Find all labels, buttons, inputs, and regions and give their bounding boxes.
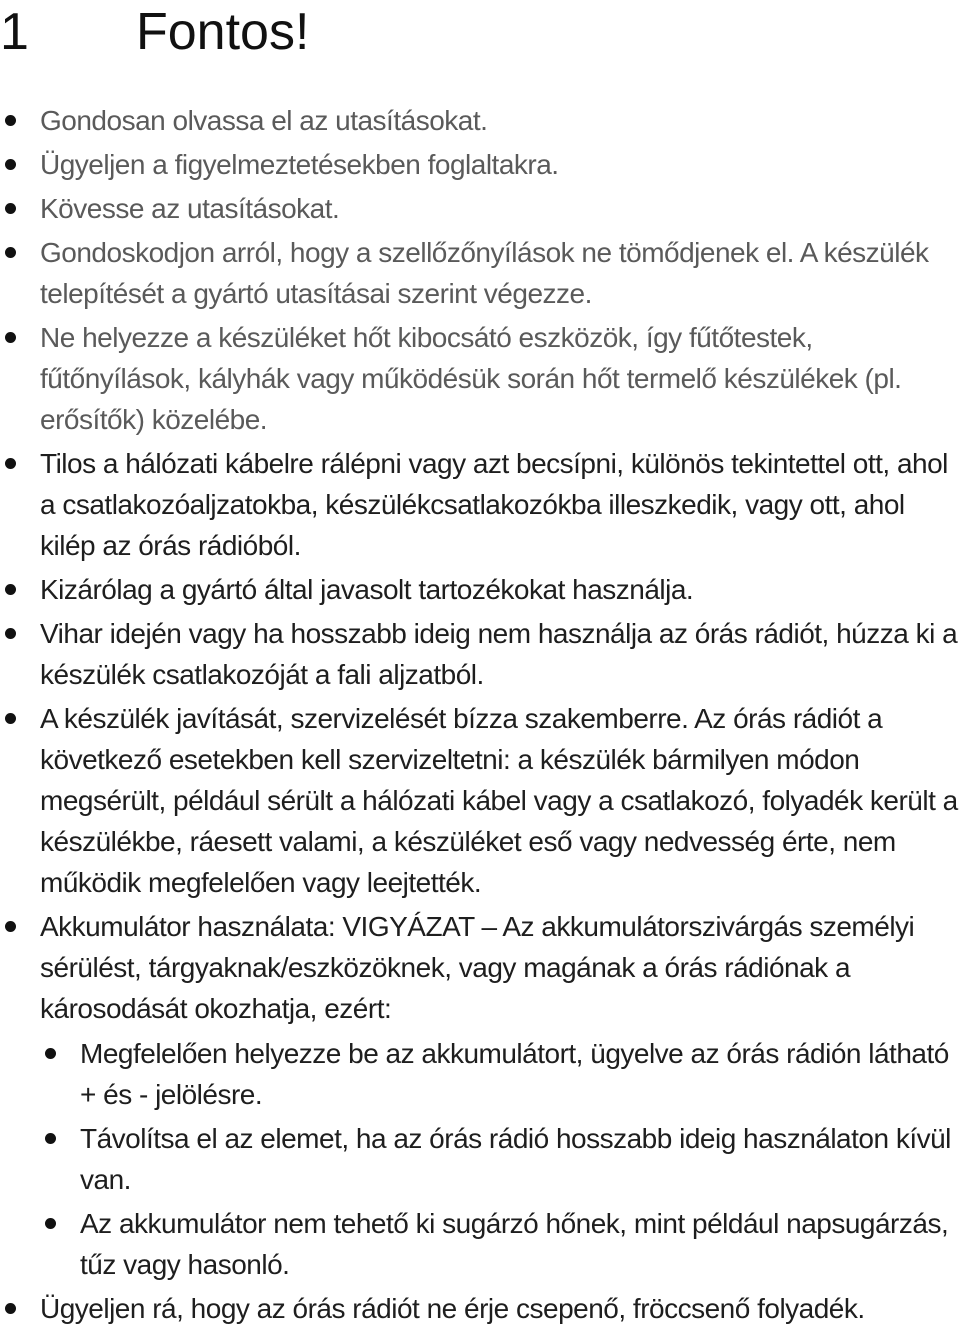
list-item <box>0 317 960 440</box>
battery-sublist <box>40 1033 960 1285</box>
list-item-text: Gondosan olvassa el az utasításokat. <box>40 105 488 136</box>
bullet-icon <box>5 458 16 469</box>
sub-list-item-text: Távolítsa el az elemet, ha az órás rádió hosszabb ideig használaton kívül van. <box>80 1123 951 1195</box>
safety-list <box>0 100 960 1332</box>
list-item-text: Kizárólag a gyártó által javasolt tartozékokat használja. <box>40 574 694 605</box>
sub-list-item-text: Megfelelően helyezze be az akkumulátort, ügyelve az órás rádión látható + és - jelölésre. <box>80 1038 949 1110</box>
list-item-text: Vihar idején vagy ha hosszabb ideig nem használja az órás rádiót, húzza ki a készülék csatlakozóját a fali aljzatból. <box>40 618 958 690</box>
chapter-header <box>0 0 960 70</box>
list-item-text: Ne helyezze a készüléket hőt kibocsátó eszközök, így fűtőtestek, fűtőnyílások, kályhák vagy működésük során hőt termelő készülékek (pl. erősítők) közelébe. <box>40 322 902 435</box>
sub-list-item <box>40 1203 960 1285</box>
list-item <box>0 613 960 695</box>
list-item <box>0 232 960 314</box>
bullet-icon <box>45 1048 56 1059</box>
bullet-icon <box>45 1218 56 1229</box>
list-item <box>0 443 960 566</box>
list-item-text: Tilos a hálózati kábelre rálépni vagy azt becsípni, különös tekintettel ott, ahol a csatlakozóaljzatokba, készülékcsatlakozókba illeszkedik, vagy ott, ahol kilép az órás rádióból. <box>40 448 948 561</box>
bullet-icon <box>45 1133 56 1144</box>
list-item <box>0 569 960 610</box>
sub-list-item-text: Az akkumulátor nem tehető ki sugárzó hőnek, mint például napsugárzás, tűz vagy hasonló. <box>80 1208 949 1280</box>
list-item <box>0 1288 960 1329</box>
sub-list-item <box>40 1033 960 1115</box>
list-item-text: Kövesse az utasításokat. <box>40 193 340 224</box>
bullet-icon <box>5 247 16 258</box>
bullet-icon <box>5 115 16 126</box>
list-item-text: Ügyeljen a figyelmeztetésekben foglaltakra. <box>40 149 559 180</box>
list-item <box>0 698 960 903</box>
list-item <box>0 100 960 141</box>
list-item-text: A készülék javítását, szervizelését bízza szakemberre. Az órás rádiót a következő esetekben kell szervizeltetni: a készülék bármilyen módon megsérült, például sérült a hálózati kábel vagy a csatlakozó, folyadék került a készülékbe, ráesett valami, a készüléket eső vagy nedvesség érte, nem működik megfelelően vagy leejtették. <box>40 703 958 898</box>
bullet-icon <box>5 332 16 343</box>
bullet-icon <box>5 921 16 932</box>
bullet-icon <box>5 203 16 214</box>
list-item <box>0 144 960 185</box>
bullet-icon <box>5 628 16 639</box>
chapter-title: Fontos! <box>136 3 310 61</box>
list-item-text: Ügyeljen rá, hogy az órás rádiót ne érje csepenő, fröccsenő folyadék. <box>40 1293 865 1324</box>
chapter-number: 1 <box>0 3 29 61</box>
list-item-text: Gondoskodjon arról, hogy a szellőzőnyílások ne tömődjenek el. A készülék telepítését a gyártó utasításai szerint végezze. <box>40 237 929 309</box>
list-item <box>0 188 960 229</box>
bullet-icon <box>5 584 16 595</box>
list-item <box>0 906 960 1285</box>
sub-list-item <box>40 1118 960 1200</box>
list-item-text: Akkumulátor használata: VIGYÁZAT – Az akkumulátorszivárgás személyi sérülést, tárgyaknak/eszközöknek, vagy magának a órás rádiónak a károsodását okozhatja, ezért: <box>40 911 915 1024</box>
bullet-icon <box>5 713 16 724</box>
bullet-icon <box>5 159 16 170</box>
bullet-icon <box>5 1303 16 1314</box>
